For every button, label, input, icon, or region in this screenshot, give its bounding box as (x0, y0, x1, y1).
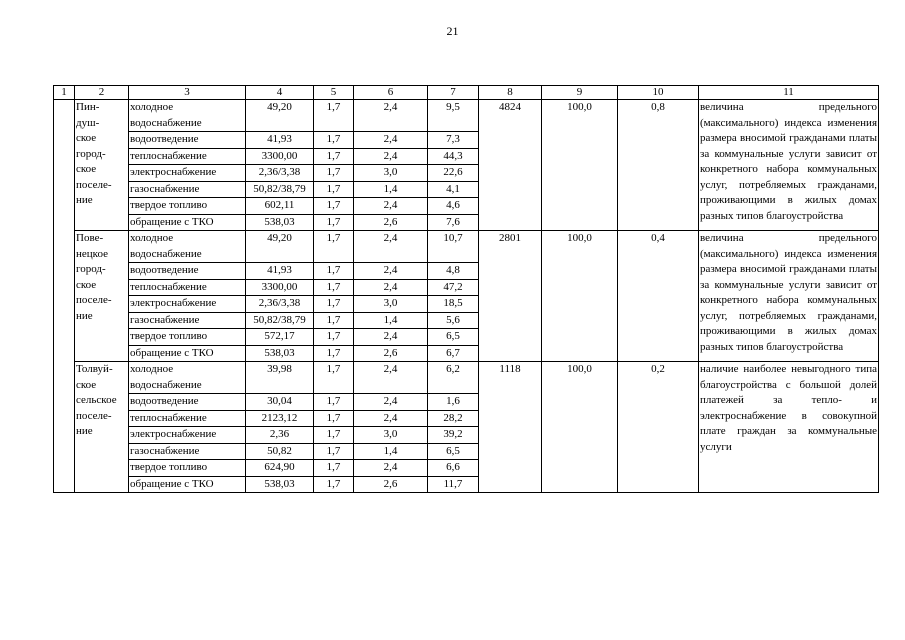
tariff-value: 3300,00 (246, 148, 314, 165)
share-value: 5,6 (428, 312, 479, 329)
service-name: холодное водоснабжение (129, 231, 246, 263)
growth-value: 2,4 (354, 198, 428, 215)
service-name: электроснабжение (129, 165, 246, 182)
tariff-value: 538,03 (246, 476, 314, 493)
index-value: 1,7 (314, 165, 354, 182)
index-value: 1,7 (314, 427, 354, 444)
service-name: твердое топливо (129, 329, 246, 346)
growth-value: 1,4 (354, 181, 428, 198)
page-number: 21 (446, 24, 459, 38)
population-share: 100,0 (542, 362, 618, 493)
tariff-value: 602,11 (246, 198, 314, 215)
population-count: 4824 (479, 100, 542, 231)
tariff-value: 2,36 (246, 427, 314, 444)
population-count: 1118 (479, 362, 542, 493)
column-header-1: 1 (54, 86, 75, 100)
tariff-value: 41,93 (246, 263, 314, 280)
growth-value: 2,4 (354, 460, 428, 477)
growth-value: 2,4 (354, 394, 428, 411)
column-header-4: 4 (246, 86, 314, 100)
group-note: величина предельного (максимального) индекса изменения размера вносимой гражданами платы за коммунальные услуги зависит от конкретного набора коммунальных услуг, потребляемых гражданами, проживающими в жилых домах разных типов благоустройства (699, 231, 879, 362)
service-name: холодное водоснабжение (129, 100, 246, 132)
settlement-name: Пин- душ- ское город- ское поселе- ние (75, 100, 129, 231)
table-row (54, 231, 879, 263)
tariff-value: 49,20 (246, 100, 314, 132)
index-value: 1,7 (314, 231, 354, 263)
share-value: 6,5 (428, 329, 479, 346)
growth-value: 3,0 (354, 427, 428, 444)
service-name: обращение с ТКО (129, 476, 246, 493)
index-value: 1,7 (314, 312, 354, 329)
settlement-name: Пове- нецкое город- ское поселе- ние (75, 231, 129, 362)
growth-value: 2,4 (354, 329, 428, 346)
settlement-name: Толвуй- ское сельское поселе- ние (75, 362, 129, 493)
share-value: 44,3 (428, 148, 479, 165)
share-value: 6,6 (428, 460, 479, 477)
share-value: 18,5 (428, 296, 479, 313)
share-value: 47,2 (428, 279, 479, 296)
growth-value: 2,6 (354, 345, 428, 362)
index-value: 1,7 (314, 362, 354, 394)
index-value: 1,7 (314, 460, 354, 477)
service-name: водоотведение (129, 263, 246, 280)
tariff-value: 50,82/38,79 (246, 181, 314, 198)
service-name: газоснабжение (129, 443, 246, 460)
service-name: твердое топливо (129, 198, 246, 215)
indices-table (53, 85, 879, 493)
service-name: теплоснабжение (129, 410, 246, 427)
population-share: 100,0 (542, 100, 618, 231)
service-name: обращение с ТКО (129, 345, 246, 362)
column-header-10: 10 (618, 86, 699, 100)
growth-value: 3,0 (354, 165, 428, 182)
index-value: 1,7 (314, 296, 354, 313)
share-value: 7,3 (428, 132, 479, 149)
service-name: теплоснабжение (129, 279, 246, 296)
column-header-8: 8 (479, 86, 542, 100)
share-value: 10,7 (428, 231, 479, 263)
share-value: 28,2 (428, 410, 479, 427)
growth-value: 2,4 (354, 410, 428, 427)
growth-value: 2,4 (354, 362, 428, 394)
growth-value: 1,4 (354, 443, 428, 460)
service-name: газоснабжение (129, 181, 246, 198)
index-value: 1,7 (314, 394, 354, 411)
service-name: водоотведение (129, 394, 246, 411)
table-row (54, 362, 879, 394)
max-index-value: 0,2 (618, 362, 699, 493)
column-header-11: 11 (699, 86, 879, 100)
growth-value: 2,4 (354, 231, 428, 263)
row-number-cell (54, 100, 75, 493)
share-value: 4,6 (428, 198, 479, 215)
header-row (54, 86, 879, 100)
service-name: газоснабжение (129, 312, 246, 329)
index-value: 1,7 (314, 476, 354, 493)
table-row (54, 100, 879, 132)
growth-value: 2,4 (354, 148, 428, 165)
index-value: 1,7 (314, 279, 354, 296)
service-name: электроснабжение (129, 427, 246, 444)
index-value: 1,7 (314, 132, 354, 149)
service-name: водоотведение (129, 132, 246, 149)
tariff-value: 572,17 (246, 329, 314, 346)
share-value: 11,7 (428, 476, 479, 493)
population-count: 2801 (479, 231, 542, 362)
share-value: 6,7 (428, 345, 479, 362)
tariff-value: 39,98 (246, 362, 314, 394)
column-header-7: 7 (428, 86, 479, 100)
tariff-value: 50,82 (246, 443, 314, 460)
growth-value: 2,4 (354, 132, 428, 149)
service-name: холодное водоснабжение (129, 362, 246, 394)
max-index-value: 0,4 (618, 231, 699, 362)
growth-value: 2,4 (354, 100, 428, 132)
growth-value: 2,6 (354, 476, 428, 493)
index-value: 1,7 (314, 410, 354, 427)
tariff-value: 2123,12 (246, 410, 314, 427)
tariff-value: 3300,00 (246, 279, 314, 296)
index-value: 1,7 (314, 443, 354, 460)
share-value: 39,2 (428, 427, 479, 444)
group-note: величина предельного (максимального) индекса изменения размера вносимой гражданами платы за коммунальные услуги зависит от конкретного набора коммунальных услуг, потребляемых гражданами, проживающими в жилых домах разных типов благоустройства (699, 100, 879, 231)
index-value: 1,7 (314, 181, 354, 198)
index-value: 1,7 (314, 198, 354, 215)
column-header-2: 2 (75, 86, 129, 100)
column-header-5: 5 (314, 86, 354, 100)
share-value: 6,5 (428, 443, 479, 460)
tariff-value: 41,93 (246, 132, 314, 149)
table-body (54, 100, 879, 493)
column-header-9: 9 (542, 86, 618, 100)
population-share: 100,0 (542, 231, 618, 362)
share-value: 1,6 (428, 394, 479, 411)
index-value: 1,7 (314, 100, 354, 132)
tariff-value: 2,36/3,38 (246, 296, 314, 313)
index-value: 1,7 (314, 263, 354, 280)
tariff-value: 2,36/3,38 (246, 165, 314, 182)
max-index-value: 0,8 (618, 100, 699, 231)
growth-value: 2,4 (354, 263, 428, 280)
index-value: 1,7 (314, 214, 354, 231)
share-value: 4,8 (428, 263, 479, 280)
tariff-value: 49,20 (246, 231, 314, 263)
share-value: 22,6 (428, 165, 479, 182)
group-note: наличие наиболее невыгодного типа благоустройства с большой долей платежей за тепло- и электроснабжение в совокупной плате граждан за коммунальные услуги (699, 362, 879, 493)
service-name: обращение с ТКО (129, 214, 246, 231)
tariff-value: 50,82/38,79 (246, 312, 314, 329)
index-value: 1,7 (314, 329, 354, 346)
growth-value: 3,0 (354, 296, 428, 313)
share-value: 9,5 (428, 100, 479, 132)
growth-value: 2,4 (354, 279, 428, 296)
index-value: 1,7 (314, 345, 354, 362)
share-value: 6,2 (428, 362, 479, 394)
growth-value: 1,4 (354, 312, 428, 329)
index-value: 1,7 (314, 148, 354, 165)
tariff-value: 30,04 (246, 394, 314, 411)
share-value: 4,1 (428, 181, 479, 198)
tariff-value: 538,03 (246, 345, 314, 362)
service-name: твердое топливо (129, 460, 246, 477)
service-name: электроснабжение (129, 296, 246, 313)
share-value: 7,6 (428, 214, 479, 231)
growth-value: 2,6 (354, 214, 428, 231)
tariff-value: 624,90 (246, 460, 314, 477)
column-header-6: 6 (354, 86, 428, 100)
tariff-value: 538,03 (246, 214, 314, 231)
service-name: теплоснабжение (129, 148, 246, 165)
column-header-3: 3 (129, 86, 246, 100)
